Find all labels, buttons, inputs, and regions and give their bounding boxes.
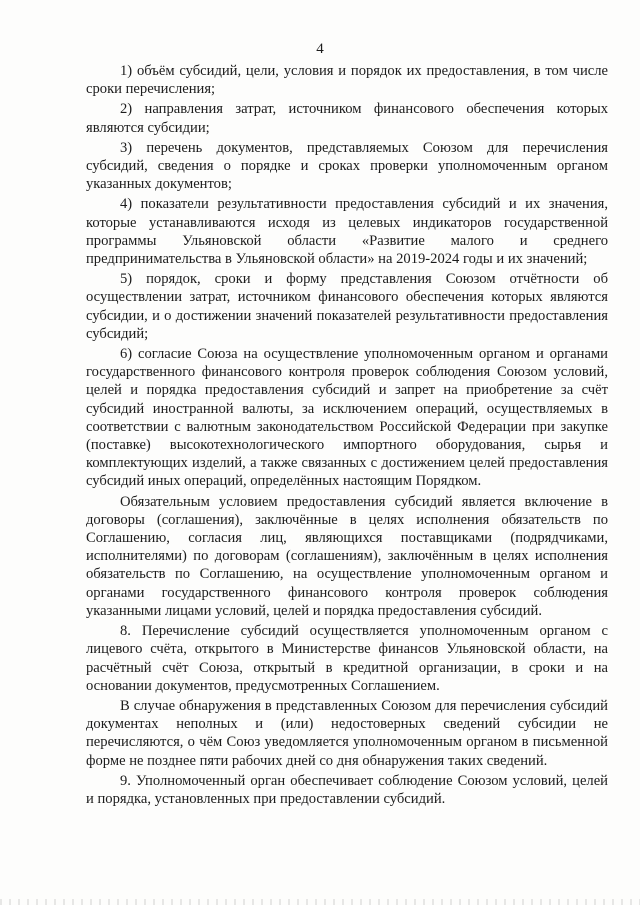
paragraph-discrepancy-case: В случае обнаружения в представленных Союзом для перечисления субсидий документах неполных и (или) недостоверных сведений субсидии не перечисляются, о чём Союз уведомляется уполномоченным органом в письменной форме не позднее пяти рабочих дней со дня обнаружения таких сведений. xyxy=(86,697,608,769)
paragraph-clause-8: 8. Перечисление субсидий осуществляется уполномоченным органом с лицевого счёта, открытого в Министерстве финансов Ульяновской области, на расчётный счёт Союза, открытый в кредитной организации, в сроки и на основании документов, предусмотренных Соглашением. xyxy=(86,623,608,694)
paragraph-item-3: 3) перечень документов, представляемых Союзом для перечисления субсидий, сведения о порядке и сроках проверки уполномоченным органом указанных документов; xyxy=(86,139,608,193)
scan-edge-artifact xyxy=(0,899,640,905)
document-body xyxy=(86,62,608,810)
paragraph-item-1: 1) объём субсидий, цели, условия и порядок их предоставления, в том числе сроки перечисления; xyxy=(86,63,608,98)
paragraph-clause-9: 9. Уполномоченный орган обеспечивает соблюдение Союзом условий, целей и порядка, установленных при предоставлении субсидий. xyxy=(86,772,608,807)
paragraph-item-2: 2) направления затрат, источником финансового обеспечения которых являются субсидии; xyxy=(86,101,608,136)
paragraph-item-4: 4) показатели результативности предоставления субсидий и их значения, которые устанавливаются исходя из целевых индикаторов государственной программы Ульяновской области «Развитие малого и среднего предпринимательства в Ульяновской области» на 2019-2024 годы и их значений; xyxy=(86,196,608,268)
page-number: 4 xyxy=(316,41,324,57)
paragraph-item-5: 5) порядок, сроки и форму представления Союзом отчётности об осуществлении затрат, источником финансового обеспечения которых являются субсидии, и о достижении значений показателей результативности предоставления субсидий; xyxy=(86,271,608,342)
paragraph-mandatory-condition: Обязательным условием предоставления субсидий является включение в договоры (соглашения), заключённые в целях исполнения обязательств по Соглашению, согласия лиц, являющихся поставщиками (подрядчиками, исполнителями) по договорам (соглашениям), заключённым в целях исполнения обязательств по Соглашению, на осуществление уполномоченным органом и органами государственного финансового контроля проверок соблюдения указанными лицами условий, целей и порядка предоставления субсидий. xyxy=(86,493,608,619)
paragraph-item-6: 6) согласие Союза на осуществление уполномоченным органом и органами государственного финансового контроля проверок соблюдения Союзом условий, целей и порядка предоставления субсидий и запрет на приобретение за счёт субсидий иностранной валюты, за исключением операций, осуществляемых в соответствии с валютным законодательством Российской Федерации при закупке (поставке) высокотехнологического импортного оборудования, сырья и комплектующих изделий, а также связанных с достижением целей предоставления субсидий иных операций, определённых настоящим Порядком. xyxy=(86,346,608,490)
